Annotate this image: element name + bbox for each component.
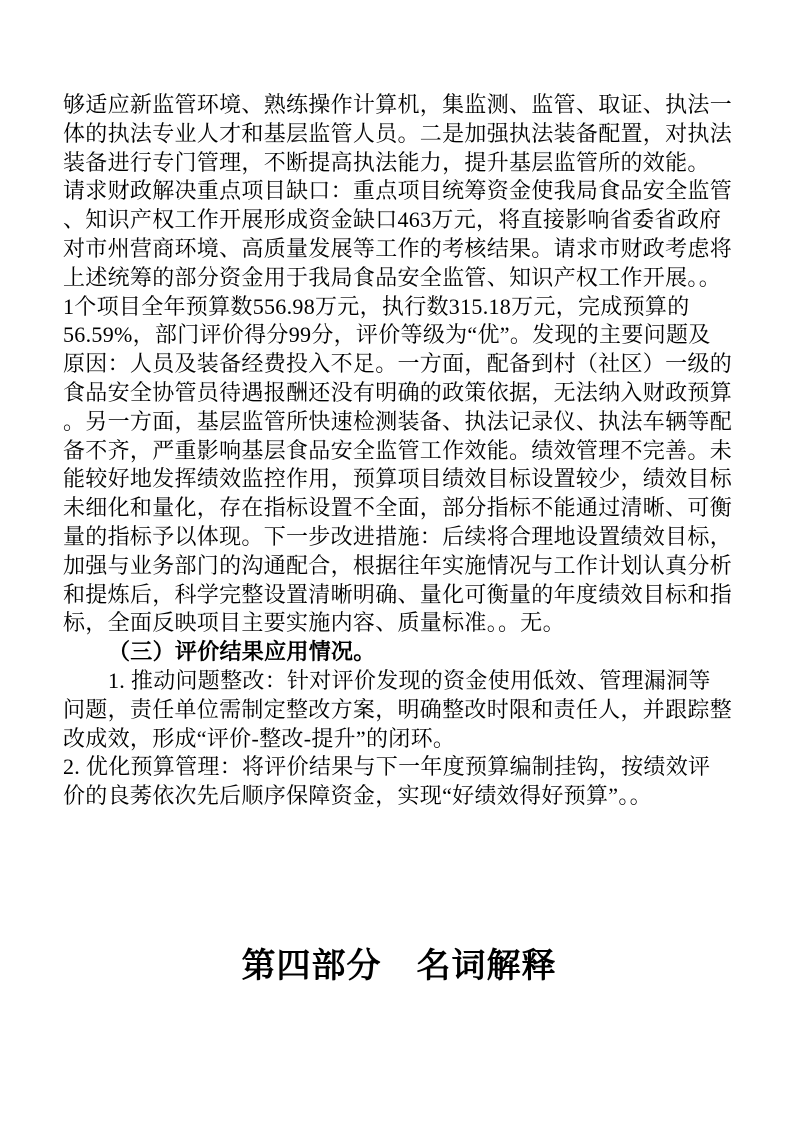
text-line: 56.59%，部门评价得分99分，评价等级为“优”。发现的主要问题及 bbox=[63, 322, 711, 348]
text-line: 原因：人员及装备经费投入不足。一方面，配备到村（社区）一级的 bbox=[63, 351, 733, 377]
text-line: 装备进行专门管理，不断提高执法能力，提升基层监管所的效能。 bbox=[63, 149, 710, 175]
text-line: 够适应新监管环境、熟练操作计算机，集监测、监管、取证、执法一 bbox=[63, 92, 733, 117]
text-line: 问题，责任单位需制定整改方案，明确整改时限和责任人，并跟踪整 bbox=[63, 696, 733, 722]
text-line: 未细化和量化，存在指标设置不全面，部分指标不能通过清晰、可衡 bbox=[63, 495, 733, 521]
text-line: 改成效，形成“评价-整改-提升”的闭环。 bbox=[63, 725, 456, 751]
text-line: 体的执法专业人才和基层监管人员。二是加强执法装备配置，对执法 bbox=[63, 120, 733, 146]
text-line: 1个项目全年预算数556.98万元，执行数315.18万元，完成预算的 bbox=[63, 293, 690, 319]
text-line: 、知识产权工作开展形成资金缺口463万元，将直接影响省委省政府 bbox=[63, 207, 722, 233]
text-line: 对市州营商环境、高质量发展等工作的考核结果。请求市财政考虑将 bbox=[63, 235, 733, 261]
part-heading: 第四部分 名词解释 bbox=[241, 948, 557, 985]
text-line: 和提炼后，科学完整设置清晰明确、量化可衡量的年度绩效目标和指 bbox=[63, 581, 733, 607]
text-line: 。另一方面，基层监管所快速检测装备、执法记录仪、执法车辆等配 bbox=[63, 408, 733, 434]
text-line: 上述统筹的部分资金用于我局食品安全监管、知识产权工作开展。。 bbox=[63, 264, 722, 290]
text-line: 价的良莠依次先后顺序保障资金，实现“好绩效得好预算”。。 bbox=[63, 783, 652, 809]
text-line: 标，全面反映项目主要实施内容、质量标准。。无。 bbox=[63, 610, 565, 636]
text-line: 加强与业务部门的沟通配合，根据往年实施情况与工作计划认真分析 bbox=[63, 552, 733, 578]
text-line: 备不齐，严重影响基层食品安全监管工作效能。绩效管理不完善。未 bbox=[63, 437, 733, 463]
text-line: 量的指标予以体现。下一步改进措施：后续将合理地设置绩效目标， bbox=[63, 523, 733, 549]
text-line: 请求财政解决重点项目缺口：重点项目统筹资金使我局食品安全监管 bbox=[63, 178, 733, 204]
subsection-heading: （三）评价结果应用情况。 bbox=[108, 639, 376, 665]
text-line: 食品安全协管员待遇报酬还没有明确的政策依据，无法纳入财政预算 bbox=[63, 379, 733, 405]
text-line: 1. 推动问题整改：针对评价发现的资金使用低效、管理漏洞等 bbox=[108, 667, 711, 693]
text-line: 2. 优化预算管理：将评价结果与下一年度预算编制挂钩，按绩效评 bbox=[63, 754, 711, 780]
text-line: 能较好地发挥绩效监控作用，预算项目绩效目标设置较少，绩效目标 bbox=[63, 466, 733, 492]
body-text-block bbox=[63, 91, 735, 811]
